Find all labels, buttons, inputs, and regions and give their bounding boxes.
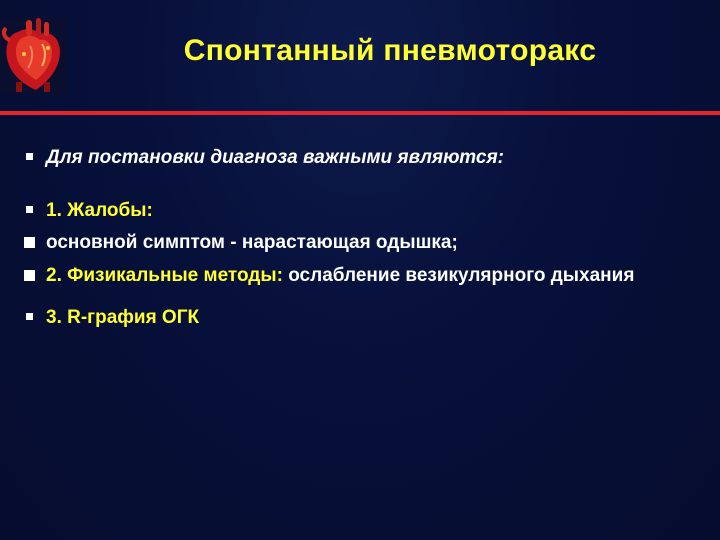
list-item <box>24 199 696 223</box>
bullet-square-icon <box>24 237 35 248</box>
bullet-square-icon <box>26 153 33 160</box>
bullet-text: основной симптом - нарастающая одышка; <box>46 232 458 253</box>
bullet-text: 1. Жалобы: <box>46 200 153 221</box>
bullet-text: ослабление везикулярного дыхания <box>282 265 635 286</box>
bullet-text: 3. R-графия ОГК <box>46 307 200 328</box>
bullet-list <box>24 146 696 330</box>
bullet-square-icon <box>26 206 33 213</box>
anatomical-heart-icon <box>0 18 66 94</box>
bullet-text: Для постановки диагноза важными являются: <box>46 147 505 168</box>
slide-title: Спонтанный пневмоторакс <box>183 34 597 67</box>
list-item <box>24 264 696 288</box>
list-item <box>24 231 696 255</box>
bullet-square-icon <box>24 270 35 281</box>
list-item <box>24 306 696 330</box>
bullet-square-icon <box>26 313 33 320</box>
title-divider <box>0 111 720 115</box>
list-item <box>24 146 696 170</box>
bullet-label: 2. Физикальные методы: <box>46 265 283 286</box>
